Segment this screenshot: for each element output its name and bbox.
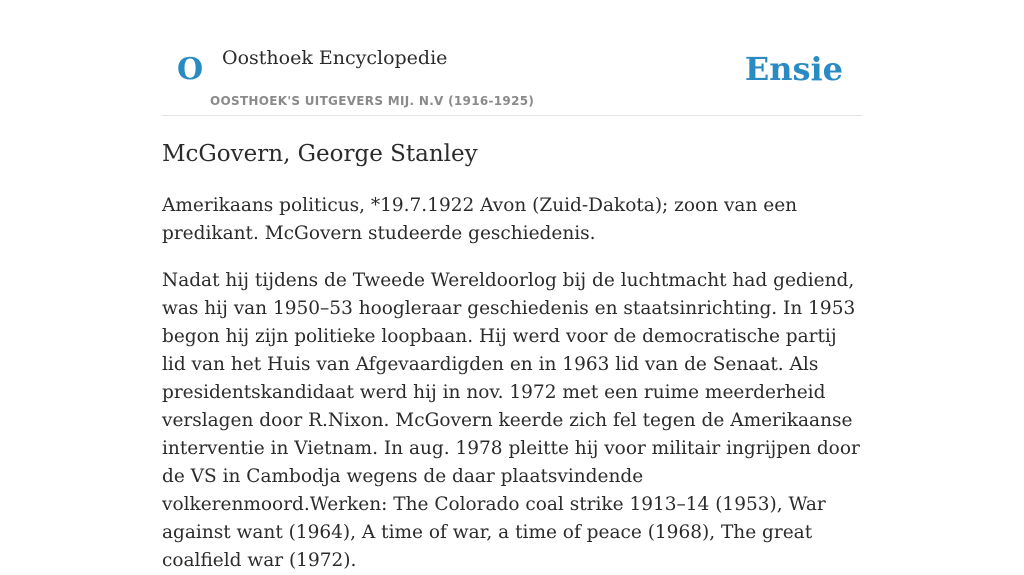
book-letter-icon[interactable]: O	[177, 52, 204, 87]
book-title-link[interactable]: Oosthoek Encyclopedie	[222, 47, 448, 69]
entry-paragraph: Amerikaans politicus, *19.7.1922 Avon (Zuid-Dakota); zoon van een predikant. McGovern studeerde geschiedenis.	[162, 195, 798, 244]
page-container	[162, 0, 862, 571]
entry-title: McGovern, George Stanley	[162, 141, 478, 167]
book-publisher: OOSTHOEK'S UITGEVERS MIJ. N.V (1916-1925)	[210, 94, 535, 108]
entry-paragraph: Nadat hij tijdens de Tweede Wereldoorlog bij de luchtmacht had gediend, was hij van 1950–53 hoogleraar geschiedenis en staatsinrichting. In 1953 begon hij zijn politieke loopbaan. Hij werd voor de democratische partij lid van het Huis van Afgevaardigden en in 1963 lid van de Senaat. Als presidentskandidaat werd hij in nov. 1972 met een ruime meerderheid verslagen door R.Nixon. McGovern keerde zich fel tegen de Amerikaanse interventie in Vietnam. In aug. 1978 pleitte hij voor militair ingrijpen door de VS in Cambodja wegens de daar plaatsvindende volkerenmoord.Werken: The Colorado coal strike 1913–14 (1953), War against want (1964), A time of war, a time of peace (1968), The great coalfield war (1972).	[162, 270, 860, 571]
ensie-logo[interactable]: Ensie	[744, 50, 843, 88]
book-header	[162, 0, 862, 116]
